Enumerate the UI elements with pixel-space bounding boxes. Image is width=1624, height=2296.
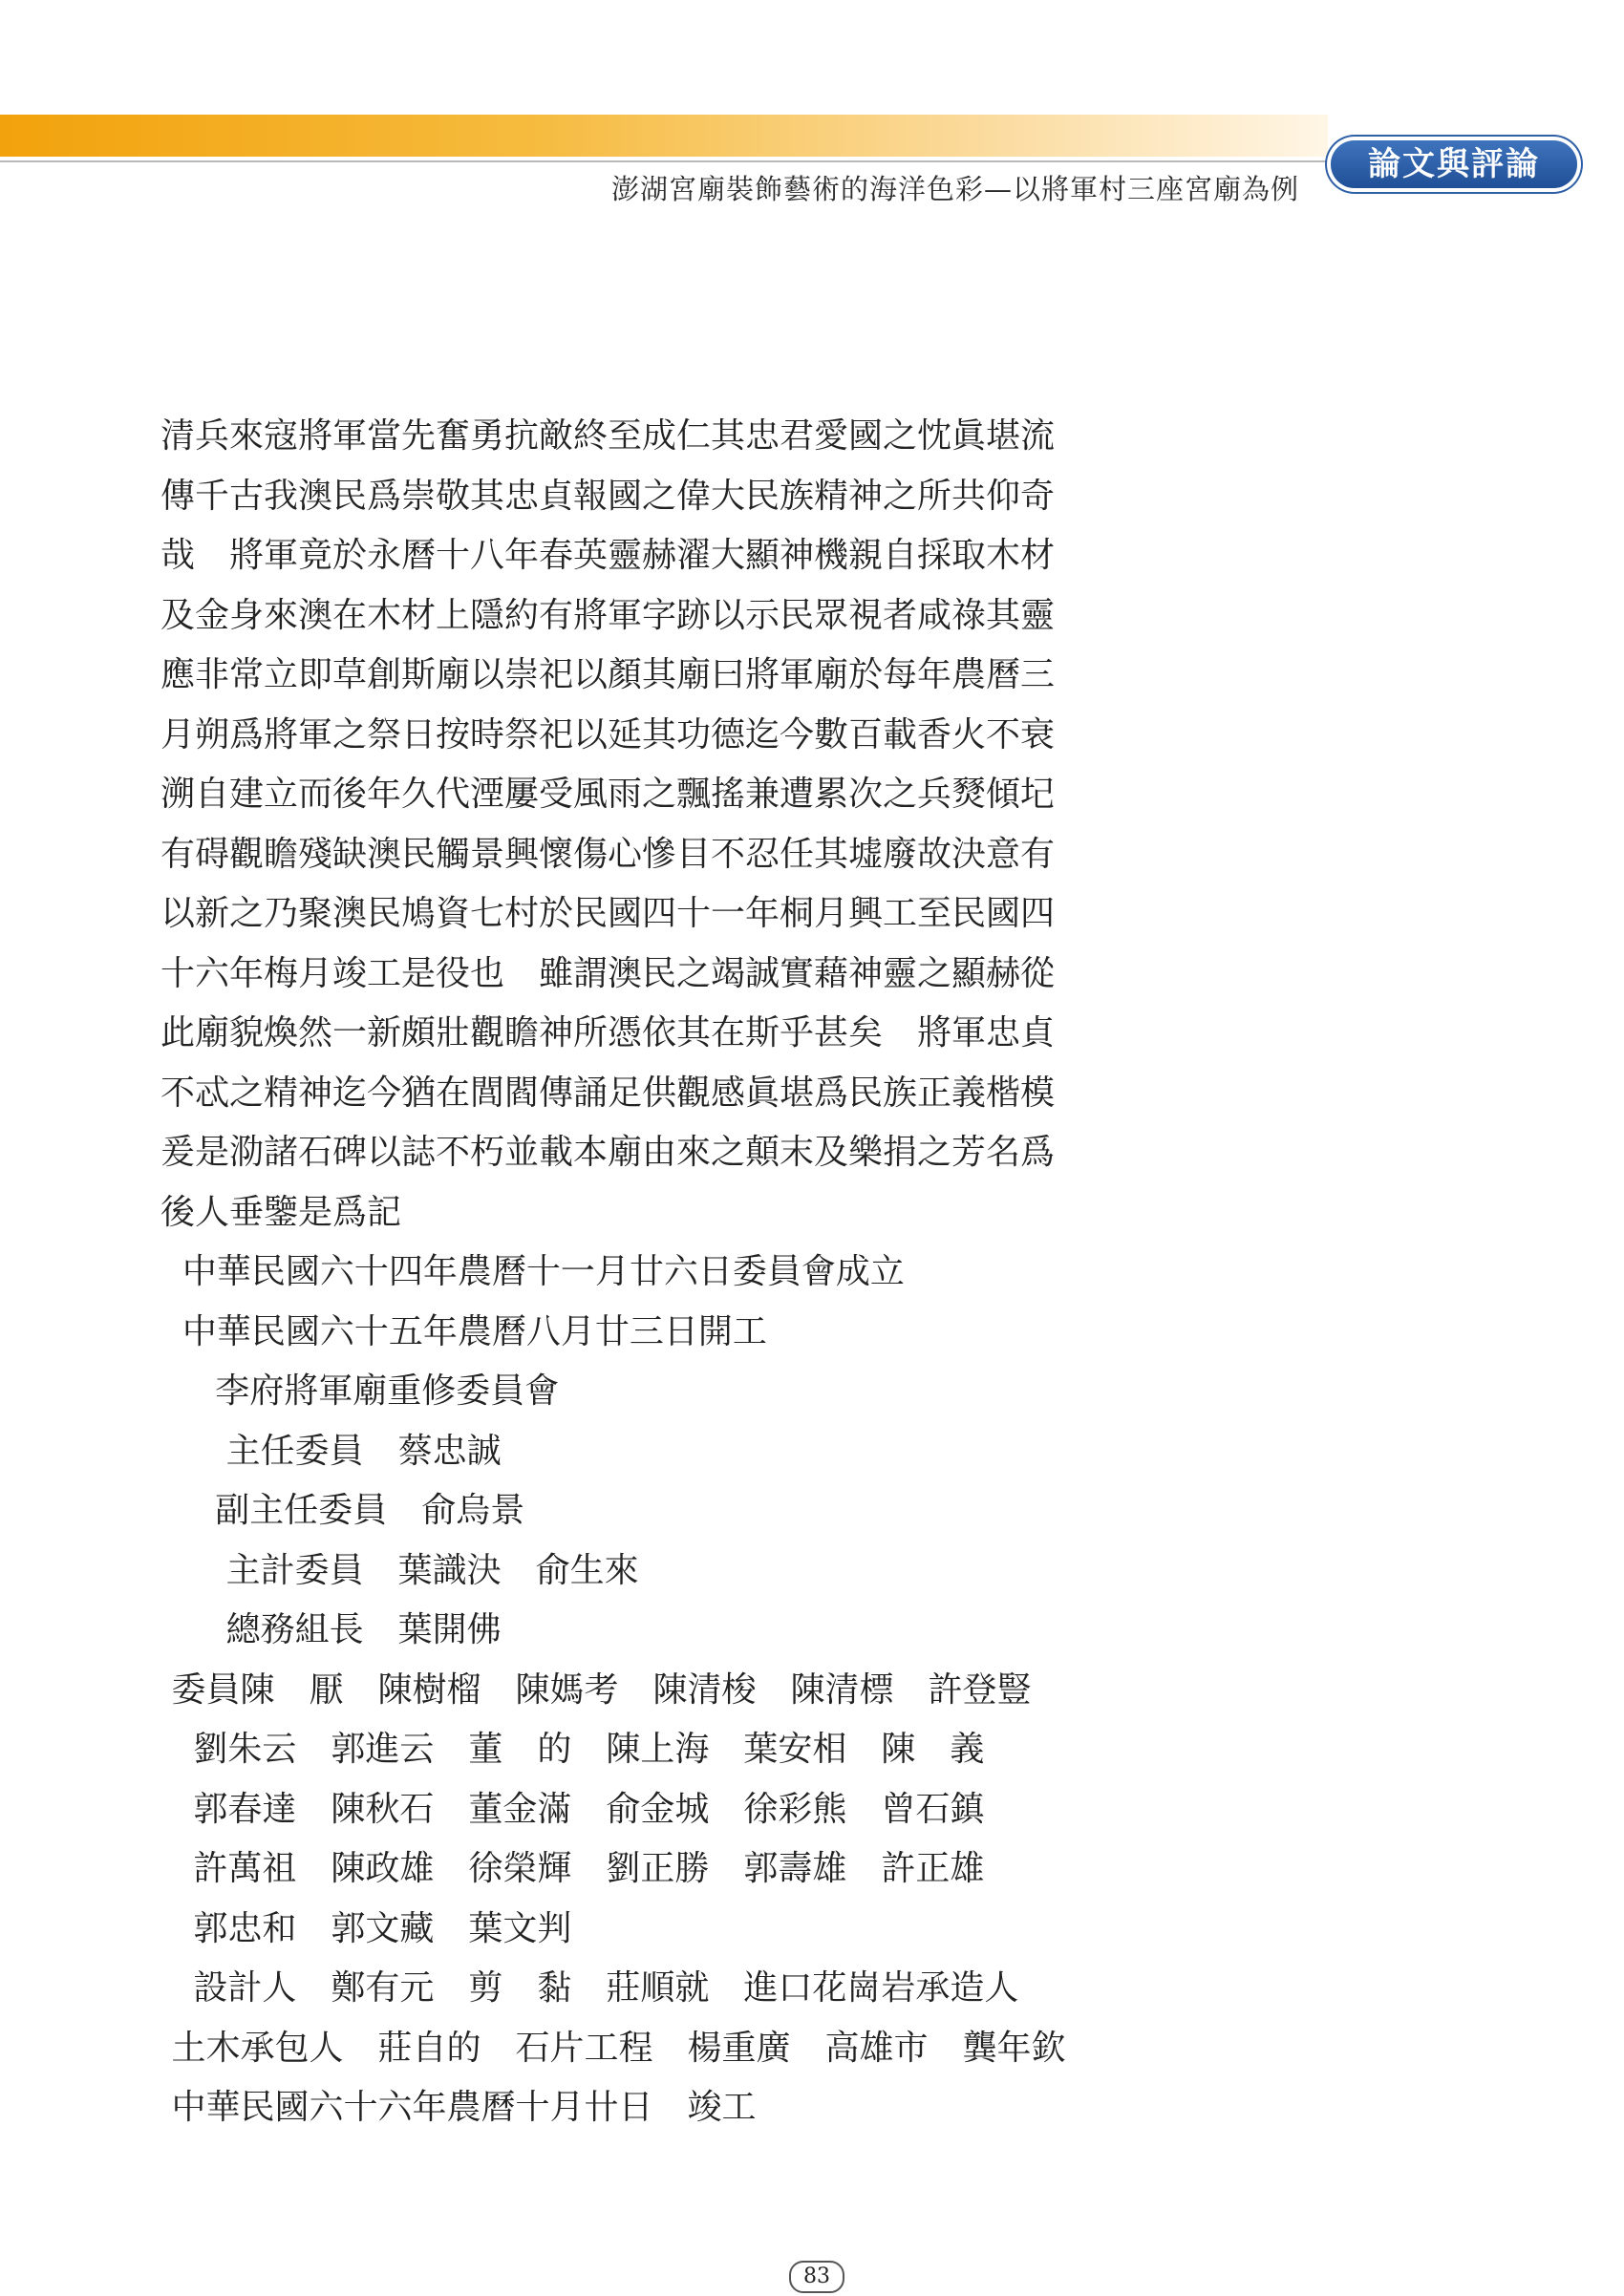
text-line: 副主任委員 俞烏景 (160, 1491, 525, 1530)
header-divider (0, 160, 1328, 162)
header-gradient-bar (0, 115, 1328, 157)
text-line: 委員陳 厭 陳樹榴 陳媽考 陳清梭 陳清標 許登豎 (160, 1669, 1032, 1710)
text-line: 及金身來澳在木材上隱約有將軍字跡以示民眾視者咸祿其靈 (160, 595, 1056, 635)
text-line: 設計人 鄭有元 剪 黏 莊順就 進口花崗岩承造人 (160, 1968, 1019, 2008)
page-number: 83 (789, 2261, 844, 2293)
text-line: 主任委員 蔡忠誠 (160, 1431, 502, 1471)
text-line: 許萬祖 陳政雄 徐榮輝 劉正勝 郭壽雄 許正雄 (160, 1849, 985, 1888)
text-line: 劉朱云 郭進云 董 的 陳上海 葉安相 陳 義 (160, 1730, 985, 1769)
text-line: 不忒之精神迄今猶在閭閻傳誦足供觀感眞堪爲民族正義楷模 (160, 1073, 1056, 1113)
text-line: 有碍觀瞻殘缺澳民觸景興懷傷心慘目不忍任其墟廢故決意有 (160, 834, 1056, 874)
text-line: 中華民國六十六年農曆十月卄日 竣工 (160, 2088, 757, 2127)
text-line: 溯自建立而後年久代湮屢受風雨之飄搖兼遭累次之兵燹傾圮 (160, 775, 1056, 814)
text-line: 月朔爲將軍之祭日按時祭祀以延其功德迄今數百載香火不衰 (160, 714, 1056, 755)
text-line: 李府將軍廟重修委員會 (160, 1371, 560, 1411)
text-line: 十六年梅月竣工是役也 雖謂澳民之竭誠實藉神靈之顯赫從 (160, 953, 1056, 993)
inscription-text (160, 407, 1116, 2138)
text-line: 以新之乃聚澳民鳩資七村於民國四十一年桐月興工至民國四 (160, 894, 1056, 933)
text-line: 此廟貌煥然一新頗壯觀瞻神所憑依其在斯乎甚矣 將軍忠貞 (160, 1013, 1056, 1052)
section-badge: 論文與評論 (1331, 140, 1577, 188)
text-line: 爰是泐諸石碑以誌不朽並載本廟由來之顛末及樂捐之芳名爲 (160, 1133, 1056, 1172)
text-line: 中華民國六十四年農曆十一月廿六日委員會成立 (160, 1252, 905, 1291)
text-line: 中華民國六十五年農曆八月廿三日開工 (160, 1311, 767, 1351)
text-line: 應非常立即草創斯廟以崇祀以顏其廟曰將軍廟於每年農曆三 (160, 655, 1056, 694)
text-line: 主計委員 葉識決 俞生來 (160, 1550, 639, 1590)
text-line: 郭春達 陳秋石 董金滿 俞金城 徐彩熊 曾石鎮 (160, 1789, 985, 1829)
running-title: 澎湖宮廟裝飾藝術的海洋色彩—以將軍村三座宮廟為例 (610, 173, 1299, 205)
text-line: 土木承包人 莊自的 石片工程 楊重廣 高雄市 龔年欽 (160, 2028, 1066, 2068)
text-line: 郭忠和 郭文藏 葉文判 (160, 1908, 572, 1948)
text-line: 傳千古我澳民爲崇敬其忠貞報國之偉大民族精神之所共仰奇 (160, 476, 1056, 516)
text-line: 哉 將軍竟於永曆十八年春英靈赫濯大顯神機親自採取木材 (160, 536, 1056, 575)
text-line: 總務組長 葉開佛 (160, 1610, 502, 1649)
text-line: 清兵來寇將軍當先奮勇抗敵終至成仁其忠君愛國之忱眞堪流 (160, 416, 1056, 456)
text-line: 後人垂鑒是爲記 (160, 1192, 402, 1232)
